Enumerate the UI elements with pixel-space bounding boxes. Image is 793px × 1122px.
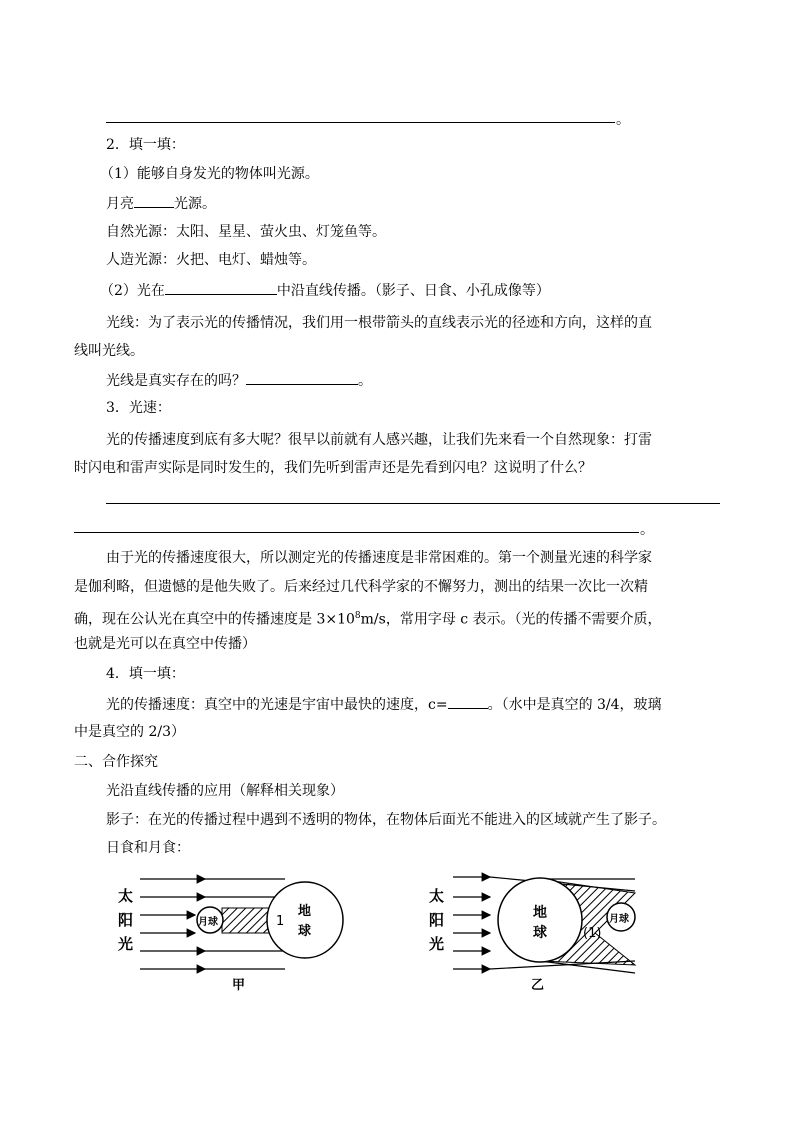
lunar-eclipse-figure [425,865,645,995]
moon-pre: 月亮 [106,196,134,212]
solar-eclipse-figure [110,865,350,995]
section2-heading: 二、合作探究 [74,754,158,770]
q3-answer-period: 。 [640,522,654,538]
q2-heading: 2．填一填： [106,137,185,153]
medium-blank[interactable] [165,280,277,295]
moon-blank[interactable] [134,193,174,208]
figure-caption-yi: 乙 [531,978,545,993]
ray-question-post: 。 [358,373,372,389]
q4-pre: 光的传播速度：真空中的光速是宇宙中最快的速度，c= [106,697,448,713]
q4-post: 。（水中是真空的 3/4，玻璃 [487,697,662,713]
speed-value-pre: 确，现在公认光在真空中的传播速度是 3×10 [74,611,355,628]
q4-line-2: 中是真空的 2/3） [74,724,185,740]
moon-label: 月球 [609,914,629,925]
ray-question-pre: 光线是真实存在的吗？ [106,373,246,389]
answer-line-top-period: 。 [616,112,630,128]
speed-paragraph-4: 也就是光可以在真空中传播） [74,636,256,652]
artificial-sources: 人造光源：火把、电灯、蜡烛等。 [106,252,316,268]
q3-text-1: 光的传播速度到底有多大呢？很早以前就有人感兴趣，让我们先来看一个自然现象：打雷 [106,432,652,448]
sun-char-2: 阳 [118,911,134,929]
speed-paragraph-2: 是伽利略，但遗憾的是他失败了。后来经过几代科学家的不懈努力，测出的结果一次比一次精 [74,579,648,595]
q3-text-2: 时闪电和雷声实际是同时发生的，我们先听到雷声还是先看到闪电？这说明了什么？ [74,460,592,476]
earth-char-2: 球 [298,924,312,939]
answer-line-top [106,122,615,123]
figure-caption-jia: 甲 [232,978,246,993]
q4-heading: 4．填一填： [106,666,185,682]
umbra-region [222,908,272,933]
speed-paragraph-3 [74,606,662,630]
eclipse-label: 日食和月食： [106,840,190,856]
c-blank[interactable] [448,694,488,709]
sun-char-1: 太 [118,887,134,905]
sun-char-2: 阳 [429,911,445,929]
shadow-definition: 影子：在光的传播过程中遇到不透明的物体，在物体后面光不能进入的区域就产生了影子。 [106,812,666,828]
q3-answer-line-1[interactable] [106,503,720,504]
q2-item2-pre: （2）光在 [100,283,165,299]
region-label: 1 [276,914,285,929]
speed-value-post: m/s，常用字母 c 表示。（光的传播不需要介质， [360,611,662,628]
q4-line-1 [106,694,662,715]
earth-char-2: 球 [533,925,547,941]
moon-label: 月球 [198,917,218,928]
section2-sub: 光沿直线传播的应用（解释相关现象） [106,783,344,799]
sun-char-3: 光 [118,935,134,953]
natural-sources: 自然光源：太阳、星星、萤火虫、灯笼鱼等。 [106,224,386,240]
q3-answer-line-2[interactable] [74,532,639,533]
moon-light-source-line [106,193,216,214]
q2-item1: （1）能够自身发光的物体叫光源。 [100,166,319,182]
sun-char-1: 太 [429,887,445,905]
ray-definition-2: 线叫光线。 [74,343,144,359]
sun-char-3: 光 [429,935,445,953]
earth-char-1: 地 [533,905,547,921]
q2-item2 [100,280,550,301]
q3-heading: 3．光速： [106,400,171,416]
region-label: (1) [583,926,602,941]
speed-paragraph-1: 由于光的传播速度很大，所以测定光的传播速度是非常困难的。第一个测量光速的科学家 [106,550,652,566]
moon-post: 光源。 [174,196,216,212]
ray-blank[interactable] [246,370,358,385]
speed-exponent: 8 [354,611,361,621]
earth-char-1: 地 [298,904,312,919]
ray-definition-1: 光线：为了表示光的传播情况，我们用一根带箭头的直线表示光的径迹和方向，这样的直 [106,315,652,331]
q2-item2-post: 中沿直线传播。（影子、日食、小孔成像等） [276,283,550,299]
ray-question [106,370,372,391]
